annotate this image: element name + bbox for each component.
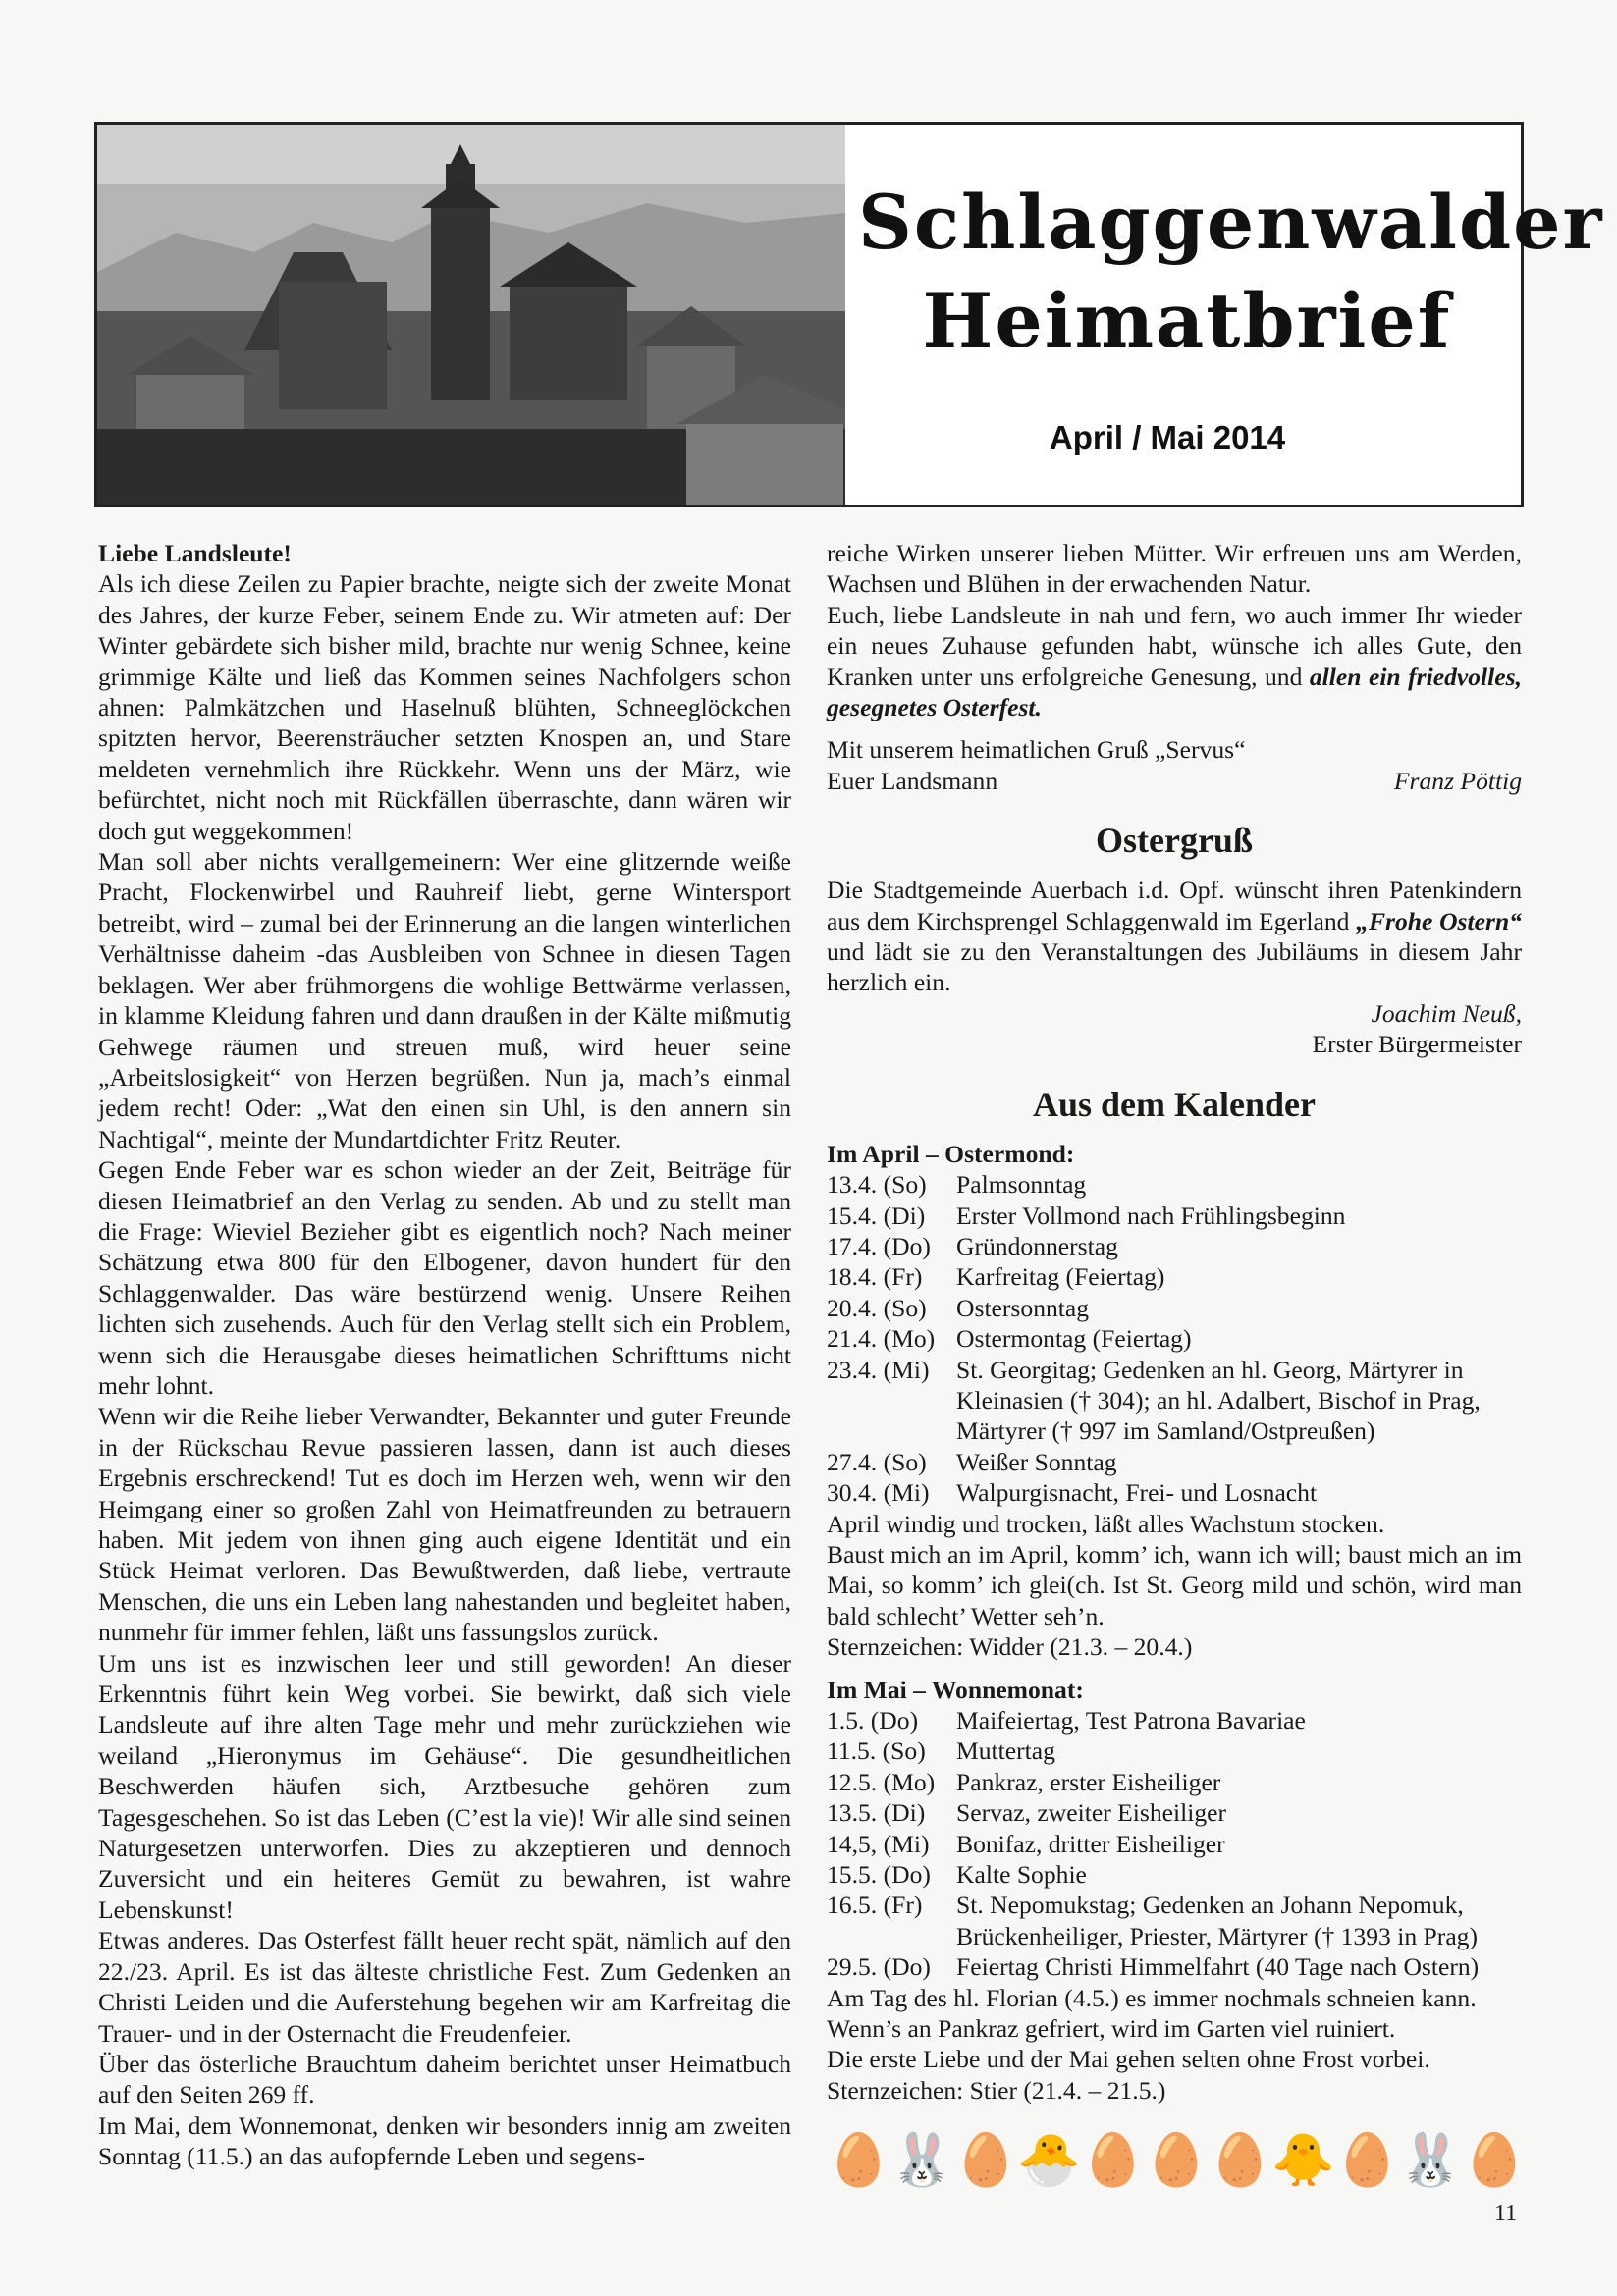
calendar-event: Walpurgisnacht, Frei- und Losnacht [956, 1478, 1318, 1508]
list-item [827, 1355, 1522, 1447]
easter-egg-icon: 🥚 [827, 2131, 890, 2191]
chick-icon: 🐥 [1271, 2131, 1335, 2191]
calendar-event: Erster Vollmond nach Frühlingsbeginn [956, 1201, 1346, 1230]
greeting: Liebe Landsleute! [98, 539, 292, 567]
masthead [94, 122, 1604, 507]
closing-line-1: Mit unserem heimatlichen Gruß „Servus“ [827, 735, 1246, 765]
easter-signer-title: Erster Bürgermeister [1312, 1030, 1522, 1059]
wishes-paragraph [827, 600, 1522, 723]
calendar-date: 1.5. (Do) [827, 1706, 919, 1735]
calendar-date: 21.4. (Mo) [827, 1324, 936, 1354]
paragraph-2: Man soll aber nichts verallgemeinern: Wer eine glitzernde weiße Pracht, Flockenwirbel und Rauhreif liebt, gerne Wintersport betreibt, wird – zumal bei der Erinnerung an die langen winterlichen Verhältnisse daheim -das Ausbleiben von Schnee in diesen Tagen beklagen. Wer aber frühmorgens die wohlige Bettwärme verlassen, in klamme Kleidung fahren und dann draußen in der Kälte mißmutig Gehwege räumen und streuen muß, wird heuer seine „Arbeitslosigkeit“ von Herzen begrüßen. Nun ja, mach’s einmal jedem recht! Oder: „Wat den einen sin Uhl, is den annern sin Nachtigal“, meinte der Mundartdichter Fritz Reuter. [98, 847, 791, 1153]
calendar-date: 29.5. (Do) [827, 1952, 931, 1982]
calendar-date: 30.4. (Mi) [827, 1478, 930, 1508]
may-saying-1: Am Tag des hl. Florian (4.5.) es immer nochmals schneien kann. [827, 1983, 1477, 2012]
continuation-text: reiche Wirken unserer lieben Mütter. Wir erfreuen uns am Werden, Wachsen und Blühen in der erwachenden Natur. [827, 539, 1522, 599]
april-saying-2: Baust mich an im April, komm’ ich, wann ich will; baust mich an im Mai, so komm’ ich glei(ch. Ist St. Georg mild und schön, wird man bald schlecht’ Wetter seh’n. [827, 1539, 1522, 1630]
easter-egg-icon: 🥚 [1081, 2131, 1145, 2191]
calendar-event: Kalte Sophie [956, 1860, 1087, 1890]
bunny-icon: 🐰 [889, 2131, 954, 2191]
left-column [98, 538, 791, 2172]
title-line-1: Schlaggenwalder [858, 179, 1604, 266]
calendar-date: 20.4. (So) [827, 1293, 927, 1322]
list-item [827, 1705, 1522, 1735]
may-list [827, 1705, 1522, 1983]
easter-egg-border [827, 2131, 1527, 2191]
easter-heading: Ostergruß [1096, 821, 1253, 861]
april-saying-1: April windig und trocken, läßt alles Wachstum stocken. [827, 1509, 1385, 1538]
easter-text-2: und lädt sie zu den Veranstaltungen des Jubiläums in diesem Jahr herzlich ein. [827, 937, 1522, 997]
list-item [827, 1201, 1522, 1231]
easter-egg-icon: 🥚 [1462, 2131, 1527, 2191]
title-line-2: Heimatbrief [922, 277, 1452, 364]
calendar-event: Weißer Sonntag [956, 1447, 1117, 1476]
april-list [827, 1169, 1522, 1508]
calendar-date: 12.5. (Mo) [827, 1767, 936, 1796]
calendar-date: 13.4. (So) [827, 1170, 927, 1200]
list-item [827, 1797, 1522, 1828]
paragraph-7: Über das österliche Brauchtum daheim berichtet unser Heimatbuch auf den Seiten 269 ff. [98, 2049, 791, 2109]
easter-egg-icon: 🥚 [1208, 2131, 1272, 2191]
masthead-title [858, 174, 1604, 370]
list-item [827, 1261, 1522, 1292]
list-item [827, 1293, 1522, 1323]
signature-row [827, 766, 1522, 796]
easter-egg-icon: 🥚 [1144, 2131, 1209, 2191]
list-item [827, 1231, 1522, 1261]
may-saying-2: Wenn’s an Pankraz gefriert, wird im Garten viel ruiniert. [827, 2014, 1396, 2044]
easter-egg-icon: 🥚 [953, 2131, 1018, 2191]
wishes-text: Euch, liebe Landsleute in nah und fern, wo auch immer Ihr wieder ein neues Zuhause gefunden habt, wünsche ich alles Gute, den Kranken unter uns erfolgreiche Genesung, und [827, 600, 1522, 691]
wishes-emphasis: allen ein friedvolles, gesegnetes Osterfest. [827, 662, 1522, 722]
closing-line-2: Euer Landsmann [827, 766, 998, 795]
paragraph-4: Wenn wir die Reihe lieber Verwandter, Bekannter und guter Freunde in der Rückschau Revue passieren lassen, dann ist auch dieses Ergebnis erschreckend! Tut es doch im Herzen weh, wenn wir den Heimgang einer so großen Zahl von Heimatfreunden zu betrauern haben. Mit jedem von ihnen ging auch eigene Identität und ein Stück Heimat verloren. Das Bewußtwerden, daß liebe, vertraute Menschen, die uns ein Leben lang nahestanden und begleitet haben, nunmehr für immer fehlen, läßt uns fassungslos zurück. [98, 1402, 791, 1647]
edition-date: April / Mai 2014 [1049, 419, 1286, 455]
easter-paragraph [827, 875, 1522, 998]
calendar-event: Servaz, zweiter Eisheiliger [956, 1798, 1227, 1828]
calendar-date: 13.5. (Di) [827, 1798, 926, 1828]
calendar-event: Bonifaz, dritter Eisheiliger [956, 1829, 1225, 1858]
calendar-event: Muttertag [956, 1736, 1055, 1766]
list-item [827, 1767, 1522, 1797]
calendar-date: 11.5. (So) [827, 1736, 926, 1766]
calendar-date: 16.5. (Fr) [827, 1891, 923, 1920]
easter-emphasis: „Frohe Ostern“ [1356, 906, 1522, 935]
signer-name: Franz Pöttig [1393, 766, 1522, 795]
hatching-chick-icon: 🐣 [1017, 2131, 1081, 2191]
calendar-date: 15.5. (Do) [827, 1860, 931, 1890]
paragraph-5: Um uns ist es inzwischen leer und still geworden! An dieser Erkenntnis führt kein Weg vorbei. Sie bewirkt, daß sich viele Landsleute auf ihre alten Tage mehr und mehr zurückziehen wie weiland „Hieronymus im Gehäuse“. Die gesundheitlichen Beschwerden häufen sich, Arztbesuche gehören zum Tagesgeschehen. So ist das Leben (C’est la vie)! Wir alle sind seinen Naturgesetzen unterworfen. Dies zu akzeptieren und dennoch Zuversicht und ein heiteres Gemüt zu bewahren, ist wahre Lebenskunst! [98, 1648, 791, 1924]
calendar-date: 14,5, (Mi) [827, 1829, 930, 1858]
paragraph-8: Im Mai, dem Wonnemonat, denken wir besonders innig am zweiten Sonntag (11.5.) an das aufopfernde Leben und segens- [98, 2110, 791, 2171]
list-item [827, 1735, 1522, 1766]
list-item [827, 1859, 1522, 1890]
calendar-heading: Aus dem Kalender [1033, 1084, 1316, 1124]
calendar-event: Maifeiertag, Test Patrona Bavariae [956, 1706, 1306, 1735]
calendar-event: St. Nepomukstag; Gedenken an Johann Nepomuk, Brückenheiliger, Priester, Märtyrer († 1393 in Prag) [956, 1891, 1478, 1950]
paragraph-6: Etwas anderes. Das Osterfest fällt heuer recht spät, nämlich auf den 22./23. April. Es ist das älteste christliche Fest. Zum Gedenken an Christi Leiden und die Auferstehung begehen wir am Karfreitag die Trauer- und in der Osternacht die Freudenfeier. [98, 1926, 791, 2048]
calendar-event: Gründonnerstag [956, 1231, 1118, 1260]
bunny-icon: 🐰 [1398, 2131, 1463, 2191]
list-item [827, 1951, 1522, 1982]
church-silhouette-icon [97, 125, 845, 505]
list-item [827, 1447, 1522, 1477]
may-saying-3: Die erste Liebe und der Mai gehen selten ohne Frost vorbei. [827, 2045, 1430, 2074]
calendar-event: St. Georgitag; Gedenken an hl. Georg, Märtyrer in Kleinasien († 304); an hl. Adalbert, Bischof in Prag, Märtyrer († 997 im Samland/Ostpreußen) [956, 1355, 1481, 1446]
april-heading: Im April – Ostermond: [827, 1139, 1075, 1168]
calendar-event: Karfreitag (Feiertag) [956, 1262, 1165, 1292]
calendar-event: Ostermontag (Feiertag) [956, 1324, 1192, 1354]
calendar-date: 15.4. (Di) [827, 1201, 926, 1230]
page-number: 11 [1494, 2201, 1518, 2226]
calendar-date: 18.4. (Fr) [827, 1262, 923, 1292]
church-town-photo [97, 125, 845, 505]
calendar-event: Pankraz, erster Eisheiliger [956, 1767, 1221, 1796]
easter-signer: Joachim Neuß, [1371, 998, 1522, 1028]
easter-text: Die Stadtgemeinde Auerbach i.d. Opf. wünscht ihren Patenkindern aus dem Kirchsprengel Schlaggenwald im Egerland [827, 876, 1522, 935]
calendar-event: Ostersonntag [956, 1293, 1090, 1322]
right-column [827, 538, 1527, 2191]
easter-egg-icon: 🥚 [1335, 2131, 1399, 2191]
calendar-event: Palmsonntag [956, 1170, 1087, 1200]
calendar-date: 27.4. (So) [827, 1447, 927, 1476]
may-zodiac: Sternzeichen: Stier (21.4. – 21.5.) [827, 2075, 1166, 2105]
april-zodiac: Sternzeichen: Widder (21.3. – 20.4.) [827, 1632, 1193, 1662]
may-heading: Im Mai – Wonnemonat: [827, 1675, 1084, 1704]
list-item [827, 1323, 1522, 1354]
list-item [827, 1890, 1522, 1951]
list-item [827, 1829, 1522, 1859]
list-item [827, 1477, 1522, 1508]
list-item [827, 1169, 1522, 1200]
calendar-date: 23.4. (Mi) [827, 1355, 930, 1384]
paragraph-1: Als ich diese Zeilen zu Papier brachte, neigte sich der zweite Monat des Jahres, der kurze Feber, seinem Ende zu. Wir atmeten auf: Der Winter gebärdete sich bisher mild, brachte nur wenig Schnee, keine grimmige Kälte und ließ das Kommen seines Nachfolgers schon ahnen: Palmkätzchen und Haselnuß blühten, Schneeglöckchen spitzten hervor, Beerensträucher setzten Knospen an, und Stare meldeten vernehmlich ihre Rückkehr. Wenn uns der März, wie befürchtet, nicht noch mit Rückfällen überraschte, dann wären wir doch gut weggekommen! [98, 569, 791, 845]
calendar-event: Feiertag Christi Himmelfahrt (40 Tage nach Ostern) [956, 1952, 1480, 1982]
paragraph-3: Gegen Ende Feber war es schon wieder an der Zeit, Beiträge für diesen Heimatbrief an den Verlag zu senden. Ab und zu stellt man die Frage: Wieviel Bezieher gibt es eigentlich noch? Nach meiner Schätzung etwa 800 für den Elbogener, davon hundert für den Schlaggenwalder. Das wäre bestürzend wenig. Unsere Reihen lichten sich zusehends. Auch für den Verlag stellt sich ein Problem, wenn sich die Herausgabe dieses heimatlichen Schrifttums nicht mehr lohnt. [98, 1155, 791, 1400]
calendar-date: 17.4. (Do) [827, 1231, 931, 1260]
